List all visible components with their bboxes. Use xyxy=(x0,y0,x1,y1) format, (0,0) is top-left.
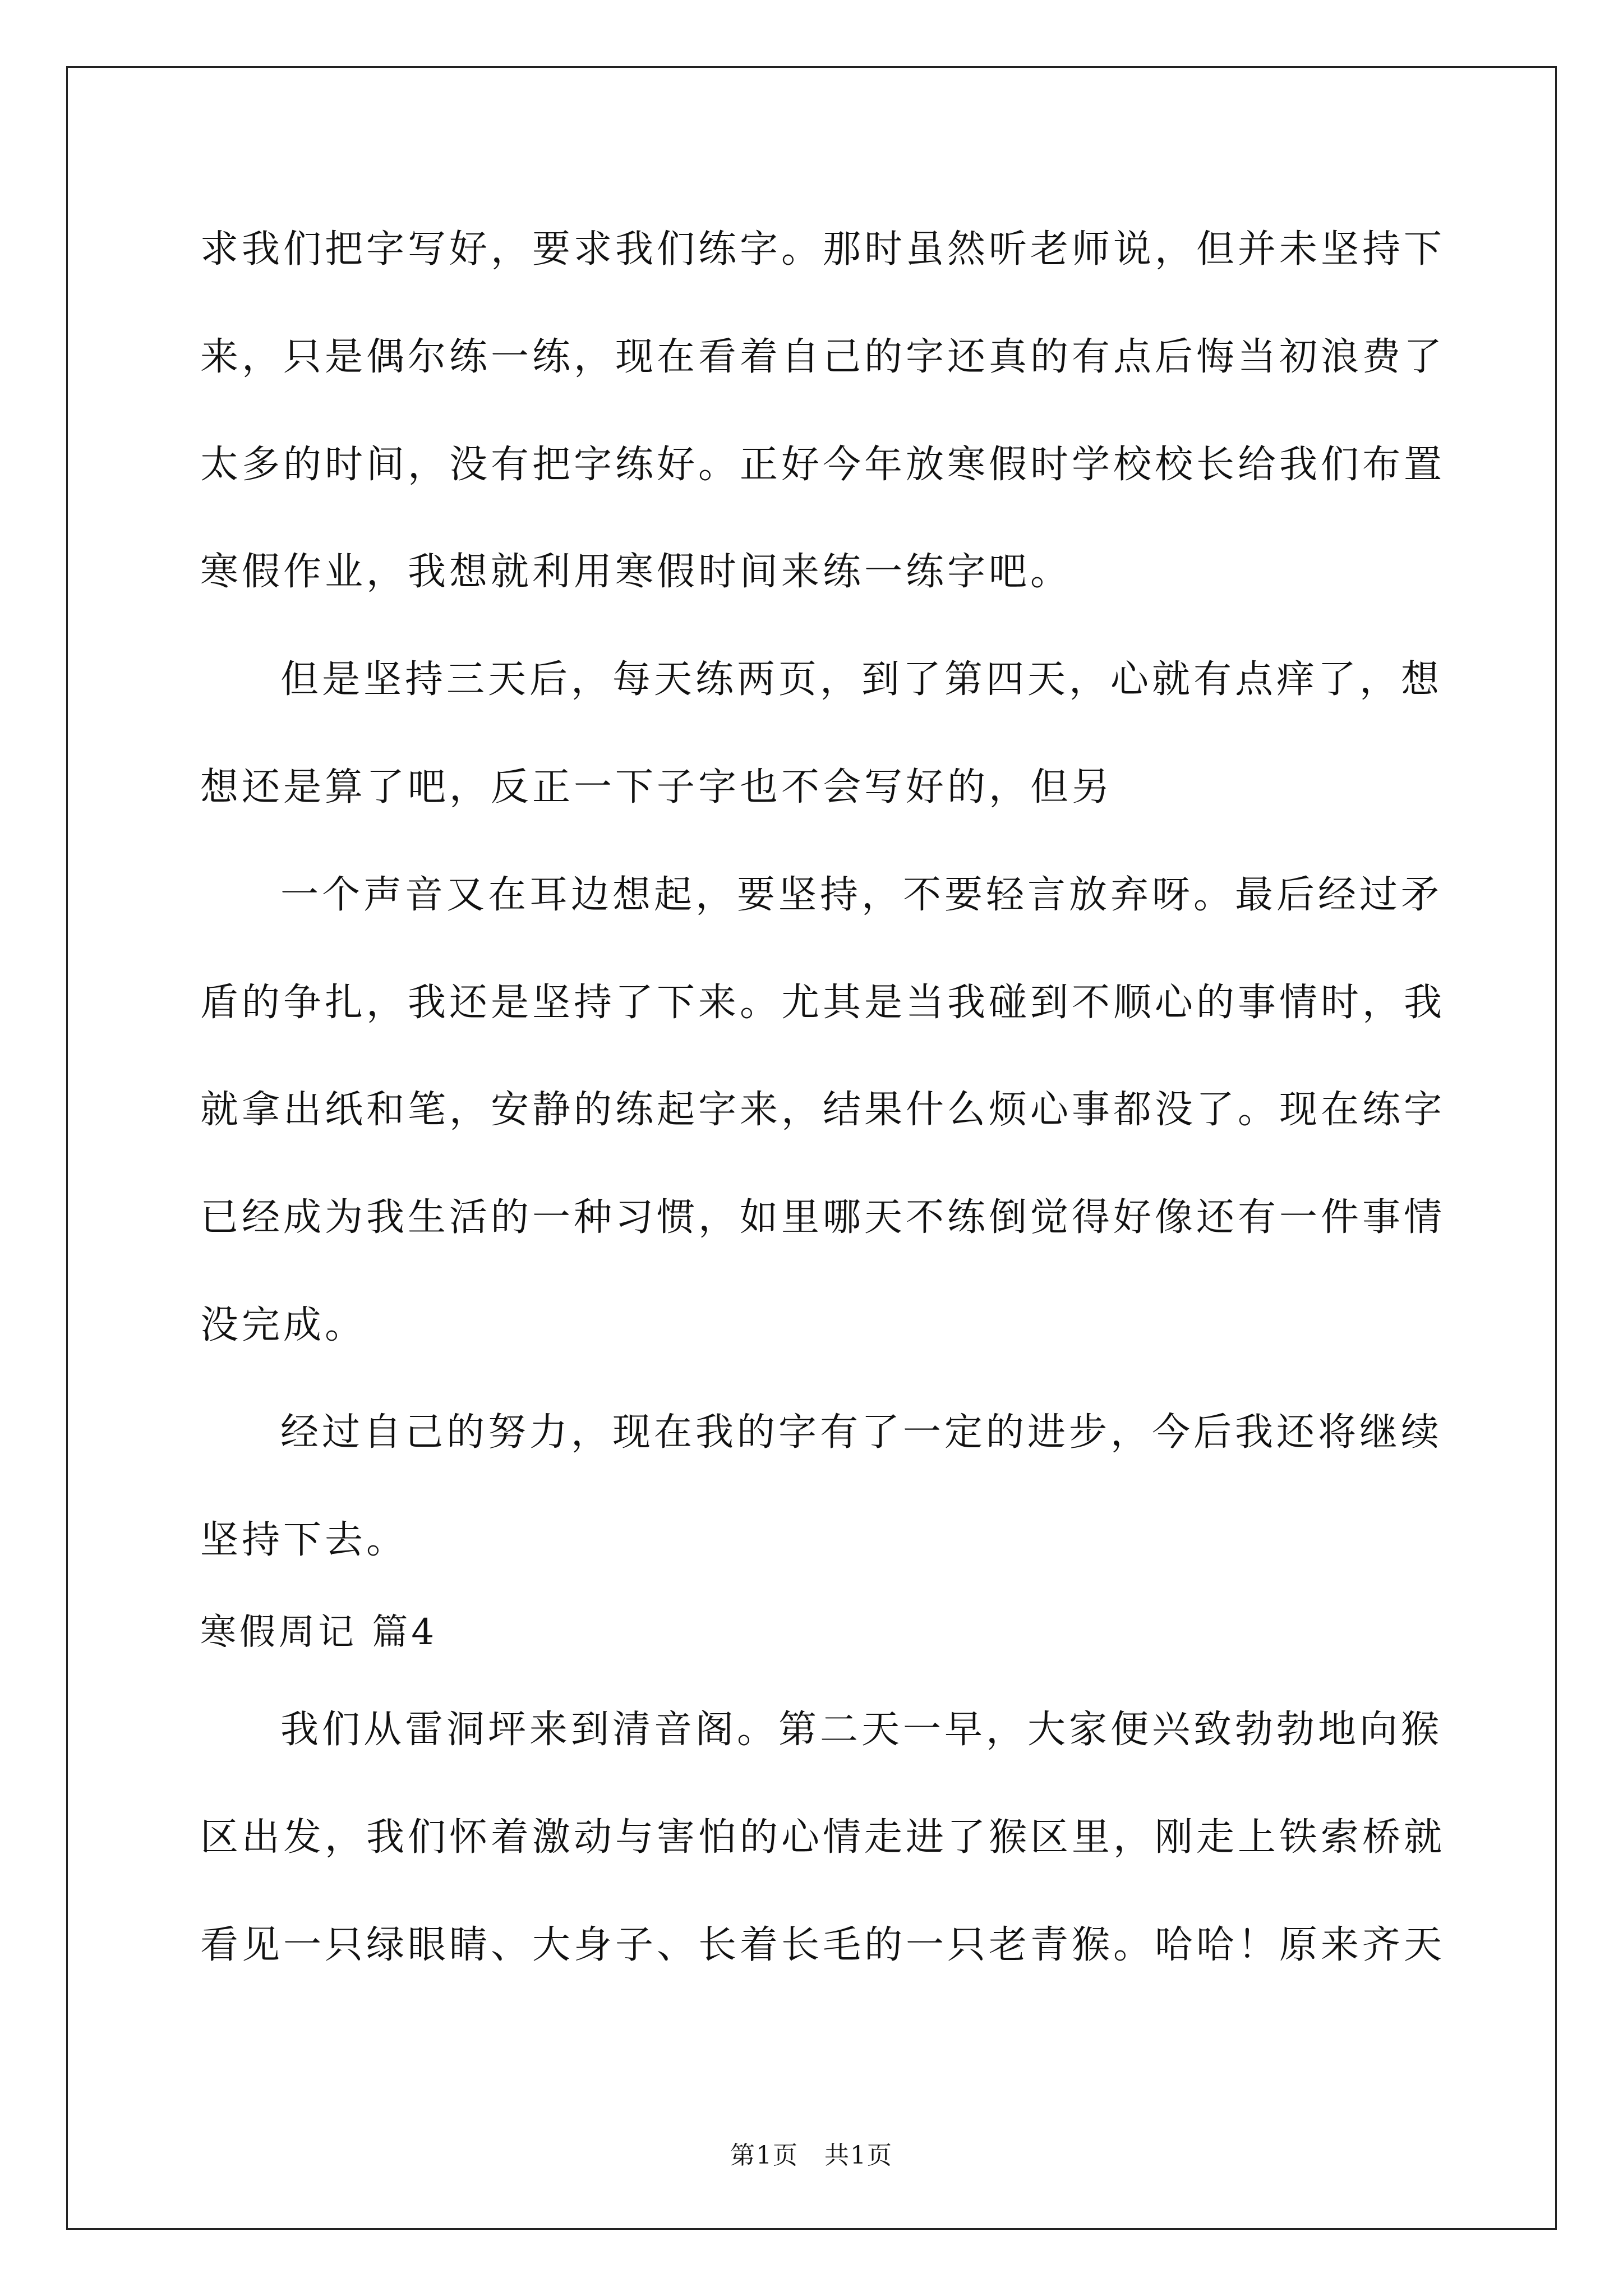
text-line: 区出发，我们怀着激动与害怕的心情走进了猴区里，刚走上铁索桥就 xyxy=(200,1815,1446,1860)
paragraph-start: 但是坚持三天后，每天练两页，到了第四天，心就有点痒了，想 xyxy=(280,657,1443,702)
text-line: 坚持下去。 xyxy=(200,1518,408,1562)
page-border xyxy=(66,66,1557,2230)
text-line: 求我们把字写好，要求我们练字。那时虽然听老师说，但并未坚持下 xyxy=(200,227,1446,272)
text-line: 盾的争扎，我还是坚持了下来。尤其是当我碰到不顺心的事情时，我 xyxy=(200,981,1446,1025)
text-line: 已经成为我生活的一种习惯，如里哪天不练倒觉得好像还有一件事情 xyxy=(200,1195,1446,1240)
text-line: 想还是算了吧，反正一下子字也不会写好的，但另 xyxy=(200,765,1114,809)
text-line: 来，只是偶尔练一练，现在看着自己的字还真的有点后悔当初浪费了 xyxy=(200,335,1446,379)
paragraph-start: 我们从雷洞坪来到清音阁。第二天一早，大家便兴致勃勃地向猴 xyxy=(280,1708,1443,1752)
paragraph-start: 经过自己的努力，现在我的字有了一定的进步，今后我还将继续 xyxy=(280,1410,1443,1455)
text-line: 就拿出纸和笔，安静的练起字来，结果什么烦心事都没了。现在练字 xyxy=(200,1088,1446,1132)
text-line: 看见一只绿眼睛、大身子、长着长毛的一只老青猴。哈哈！原来齐天 xyxy=(200,1923,1446,1967)
text-line: 太多的时间，没有把字练好。正好今年放寒假时学校校长给我们布置 xyxy=(200,443,1446,487)
paragraph-start: 一个声音又在耳边想起，要坚持，不要轻言放弃呀。最后经过矛 xyxy=(280,873,1443,917)
section-heading: 寒假周记 篇4 xyxy=(200,1612,438,1653)
page-footer: 第1页 共1页 xyxy=(730,2141,893,2170)
text-line: 没完成。 xyxy=(200,1303,367,1347)
text-line: 寒假作业，我想就利用寒假时间来练一练字吧。 xyxy=(200,550,1072,594)
